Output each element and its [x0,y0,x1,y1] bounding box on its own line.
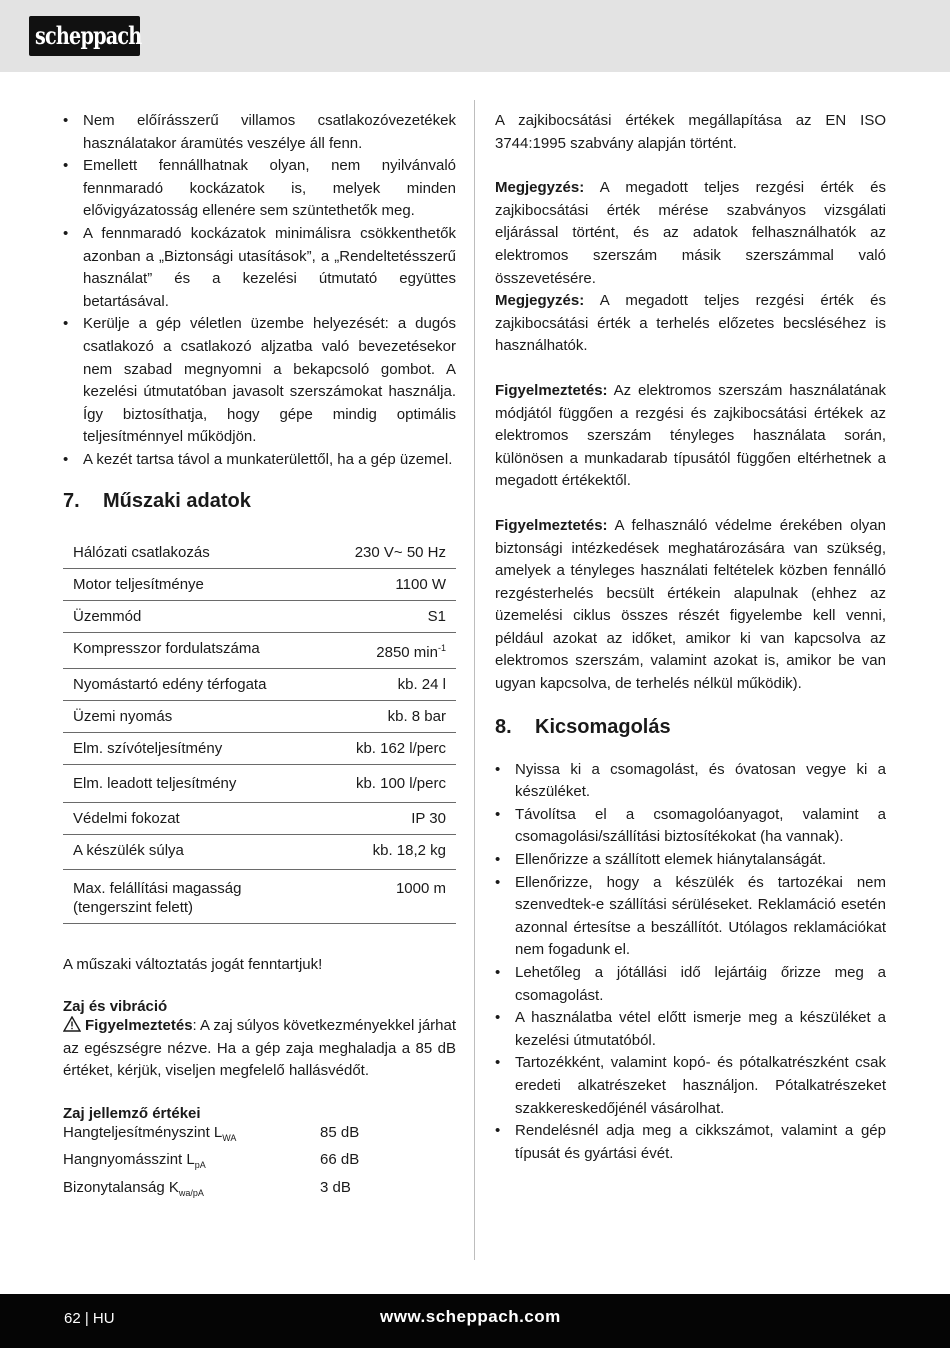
logo-text: scheppach [35,21,142,50]
table-row: Elm. leadott teljesítmény kb. 100 l/perc [63,764,456,802]
list-item: • Ellenőrizze, hogy a készülék és tartozékai nem szenvedtek-e szállítási sérüléseket. Reklamáció esetén azonnal értesítse a beszállítót. Utólagos reklamációkat nem fogadunk el. [495,873,886,959]
table-row: Motor teljesítménye 1100 W [63,568,456,600]
noise-value-row: Hangnyomásszint $L_{pA}$ 66 dB [63,1151,360,1171]
table-row: Max. felállítási magasság (tengerszint felett) 1000 m [63,869,456,923]
section-7-heading: 7. Műszaki adatok [63,489,251,512]
scheppach-logo [29,16,140,56]
column-divider [474,100,475,1260]
list-item: • Ellenőrizze a szállított elemek hiánytalanságát. [495,851,827,869]
list-item: • Lehetőleg a jótállási idő lejártáig őrizze meg a csomagolást. [495,964,886,1004]
noise-value-row: Bizonytalanság $K_{wa/pA}$ 3 dB [63,1179,351,1199]
table-row: Üzemi nyomás kb. 8 bar [63,700,456,732]
list-item: • Tartozékként, valamint kopó- és pótalkatrészként csak eredeti alkatrészeket használjon. Pótalkatrészeket szakkereskedőjénél vásárolhat. [495,1054,886,1117]
list-item: • Rendelésnél adja meg a cikkszámot, valamint a gép típusát és gyártási évét. [495,1122,886,1162]
left-column [63,110,456,1205]
table-row: Hálózati csatlakozás 230 V~ 50 Hz [63,537,456,569]
section-8-heading: 8. Kicsomagolás [495,715,671,738]
safety-bullet-list [63,110,456,472]
page-number: 62 | HU [64,1310,115,1327]
table-row: Védelmi fokozat IP 30 [63,802,456,834]
page-footer [0,1294,950,1348]
list-item: • Nem előírásszerű villamos csatlakozóvezetékek használatakor áramütés veszélye áll fenn. [63,112,456,152]
warning-1: Figyelmeztetés: Az elektromos szerszám használatának módjától függően a rezgési és zajkibocsátási értékek az elektromos szerszám tényleges használata során, különösen a munkadarab típusától függően eltérhetnek a megadott értékektől. [495,381,886,490]
table-row: Nyomástartó edény térfogata kb. 24 l [63,668,456,700]
right-column [495,110,886,1165]
note-2: Megjegyzés: A megadott teljes rezgési érték és zajkibocsátási érték a terhelés előzetes becsléséhez is használhatók. [495,292,886,355]
list-item: • Távolítsa el a csomagolóanyagot, valamint a csomagolási/szállítási biztosítékokat (ha vannak). [495,805,886,846]
noise-heading: Zaj és vibráció [63,998,168,1016]
spec-table [63,537,456,924]
note-1: Megjegyzés: A megadott teljes rezgési érték és zajkibocsátási érték mérése szabványos vizsgálati eljárással történt, és az adatok felhasználhatók az elektromos szerszám másik szerszámmal való összevetésére. [495,179,886,287]
list-item: • Nyissa ki a csomagolást, és óvatosan vegye ki a készüléket. [495,760,886,801]
list-item: • Emellett fennállhatnak olyan, nem nyilvánvaló fennmaradó kockázatok is, melyek minden elővigyázatosság ellenére sem szüntethetők meg. [63,157,456,220]
list-item: • Kerülje a gép véletlen üzembe helyezését: a dugós csatlakozó a csatlakozó aljzatba való bevezetésekor nem szabad megnyomni a bekapcsoló gombot. A kezelési útmutatóban javasolt szerszámokat használja. Így biztosíthatja, hogy gépe mindig optimális teljesítménnyel működjön. [63,315,456,446]
unpacking-bullet-list [495,759,886,1166]
emission-standard-text: A zajkibocsátási értékek megállapítása az EN ISO 3744:1995 szabvány alapján történt. [495,112,886,152]
table-row: Kompresszor fordulatszáma 2850 $\min^{-1}$ [63,632,456,668]
table-row: Elm. szívóteljesítmény kb. 162 l/perc [63,732,456,764]
warning-2: Figyelmeztetés: A felhasználó védelme érekében olyan biztonsági intézkedések meghatározására van szükség, amelyek a tényleges használati feltételek közben fennálló rezgésterhelés becsült értékein alapulnak (ehhez az üzemelési ciklus összes részét figyelembe kell venni, például azokat az időket, amikor ki van kapcsolva az elektromos szerszám, valamint azokat is, amikor be van ugyan kapcsolva, de terhelés nélkül működik). [495,516,886,693]
list-item: • A fennmaradó kockázatok minimálisra csökkenthetők azonban a „Biztonsági utasítások”, a „Rendeltetésszerű használat” és a kezelési útmutató együttes betartásával. [63,224,456,310]
table-row: Üzemmód S1 [63,600,456,632]
noise-value-row: Hangteljesítményszint $L_{WA}$ 85 dB [63,1123,360,1143]
website-link[interactable]: www.scheppach.com [380,1307,561,1326]
warning-triangle-icon [63,1016,81,1032]
technical-change-note: A műszaki változtatás jogát fenntartjuk! [63,955,323,973]
table-row: A készülék súlya kb. 18,2 kg [63,834,456,869]
noise-values-heading: Zaj jellemző értékei [63,1104,201,1122]
page-header [0,0,950,72]
noise-warning: Figyelmeztetés: A zaj súlyos következményekkel járhat az egészségre nézve. Ha a gép zaja meghaladja a 85 dB értéket, kérjük, viseljen megfelelő hallásvédőt. [63,1017,457,1080]
list-item: • A kezét tartsa távol a munkaterülettől, ha a gép üzemel. [63,450,453,468]
list-item: • A használatba vétel előtt ismerje meg a készüléket a kezelési útmutatóból. [495,1009,886,1049]
